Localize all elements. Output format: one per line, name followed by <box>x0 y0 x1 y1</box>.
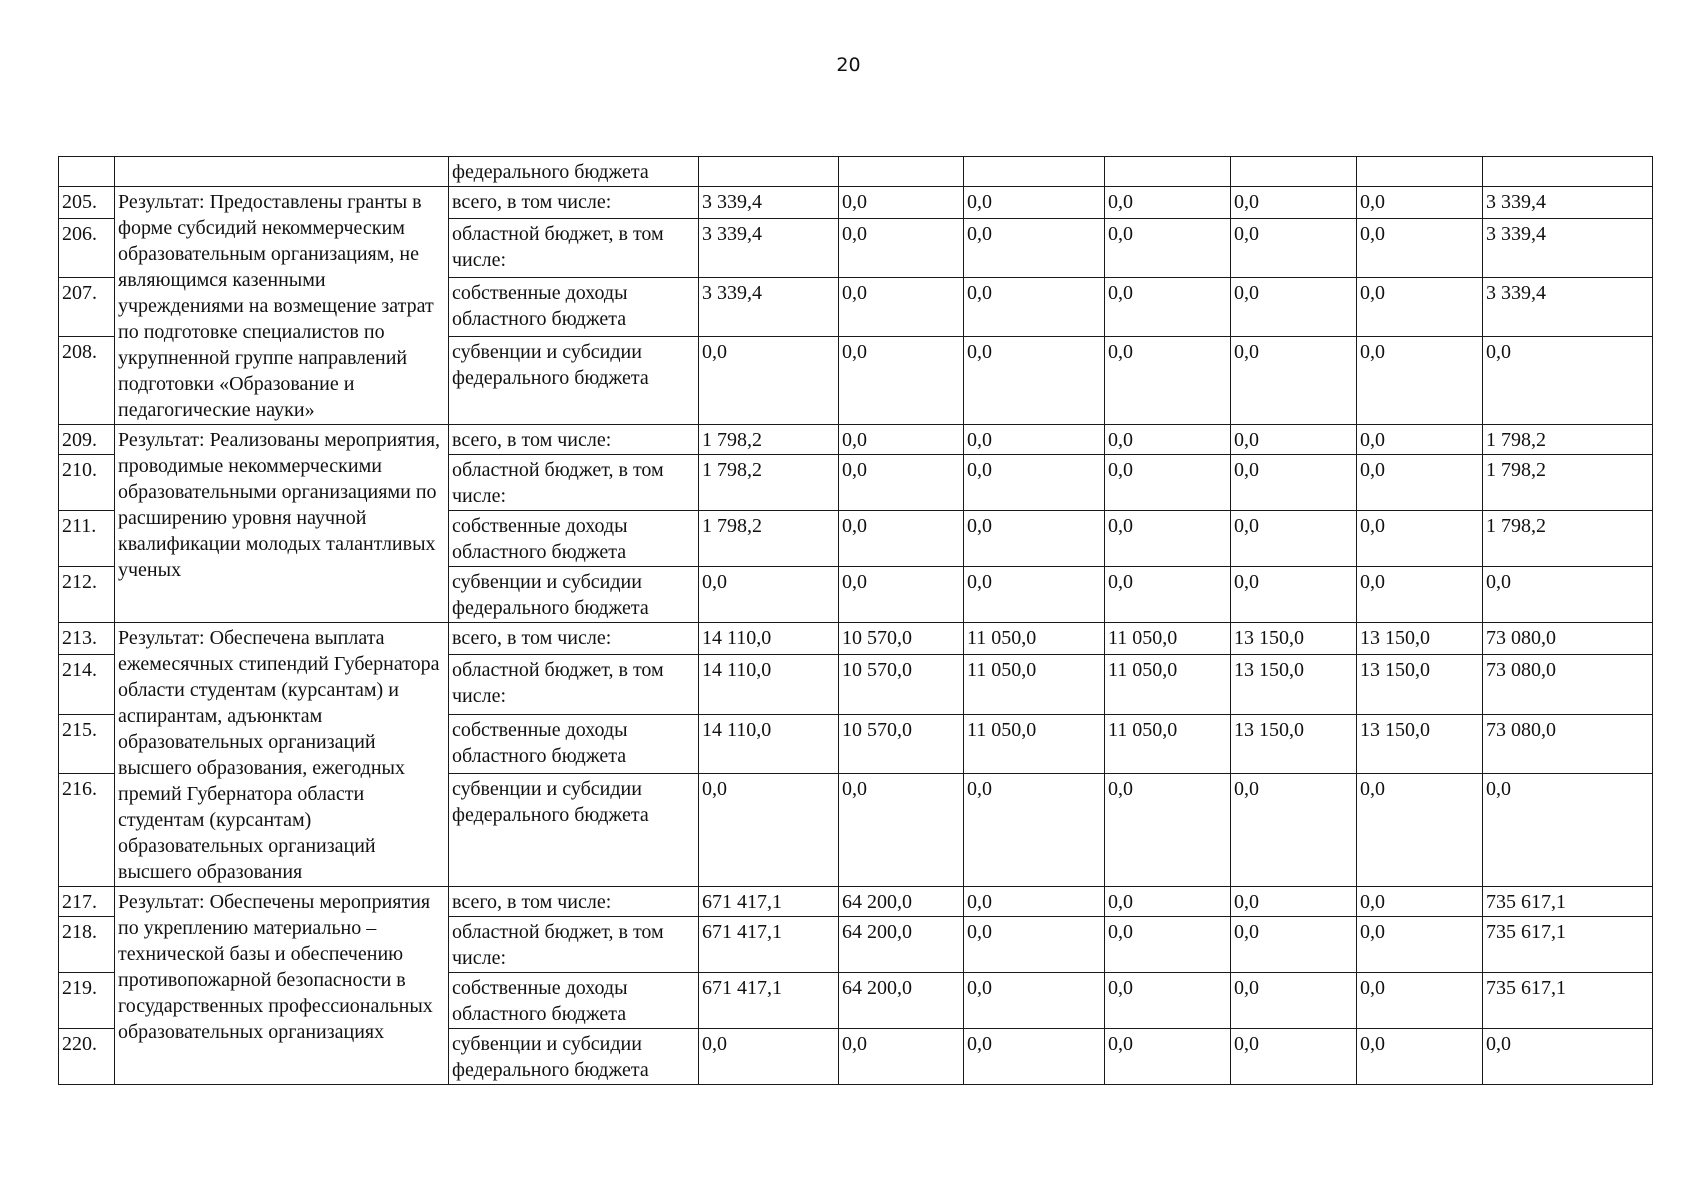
row-number-cell: 211. <box>59 511 115 567</box>
value-cell: 0,0 <box>964 425 1105 455</box>
value-cell: 0,0 <box>1357 917 1483 973</box>
value-cell: 0,0 <box>1231 187 1357 219</box>
table-row-continuation <box>59 157 1653 187</box>
value-cell: 0,0 <box>839 187 964 219</box>
funding-source-cell: собственные доходы областного бюджета <box>449 714 699 774</box>
value-cell: 0,0 <box>839 455 964 511</box>
value-cell: 11 050,0 <box>964 654 1105 714</box>
value-cell: 671 417,1 <box>699 917 839 973</box>
description-cell <box>115 157 449 187</box>
value-cell: 0,0 <box>1357 425 1483 455</box>
funding-source-cell: субвенции и субсидии федерального бюджета <box>449 774 699 887</box>
value-cell: 0,0 <box>839 1029 964 1085</box>
value-cell: 13 150,0 <box>1231 714 1357 774</box>
row-number-cell: 214. <box>59 654 115 714</box>
funding-source-cell: всего, в том числе: <box>449 425 699 455</box>
row-number-cell: 206. <box>59 218 115 277</box>
value-cell: 64 200,0 <box>839 917 964 973</box>
row-number-cell: 219. <box>59 973 115 1029</box>
value-cell: 0,0 <box>839 336 964 424</box>
value-cell: 0,0 <box>1231 1029 1357 1085</box>
value-cell: 0,0 <box>1357 277 1483 336</box>
value-cell: 11 050,0 <box>964 714 1105 774</box>
value-cell: 14 110,0 <box>699 654 839 714</box>
value-cell: 0,0 <box>964 511 1105 567</box>
value-cell: 1 798,2 <box>1483 425 1653 455</box>
value-cell: 0,0 <box>1231 973 1357 1029</box>
value-cell <box>1105 157 1231 187</box>
row-number-cell: 215. <box>59 714 115 774</box>
value-cell: 11 050,0 <box>1105 654 1231 714</box>
value-cell: 10 570,0 <box>839 714 964 774</box>
row-number-cell: 212. <box>59 567 115 623</box>
value-cell: 0,0 <box>1105 277 1231 336</box>
funding-source-cell: собственные доходы областного бюджета <box>449 511 699 567</box>
value-cell: 0,0 <box>839 277 964 336</box>
value-cell: 10 570,0 <box>839 654 964 714</box>
value-cell: 0,0 <box>1105 511 1231 567</box>
funding-source-cell: областной бюджет, в том числе: <box>449 917 699 973</box>
value-cell: 1 798,2 <box>699 425 839 455</box>
value-cell: 0,0 <box>1357 455 1483 511</box>
funding-source-cell: субвенции и субсидии федерального бюджета <box>449 1029 699 1085</box>
value-cell: 0,0 <box>1105 455 1231 511</box>
row-number-cell: 213. <box>59 623 115 655</box>
value-cell: 0,0 <box>1105 887 1231 917</box>
value-cell: 0,0 <box>964 887 1105 917</box>
funding-source-cell: областной бюджет, в том числе: <box>449 455 699 511</box>
value-cell: 0,0 <box>1105 774 1231 887</box>
value-cell: 13 150,0 <box>1357 654 1483 714</box>
value-cell: 3 339,4 <box>1483 187 1653 219</box>
value-cell: 0,0 <box>1105 917 1231 973</box>
row-number-cell: 209. <box>59 425 115 455</box>
result-description-cell: Результат: Обеспечена выплата ежемесячных стипендий Губернатора области студентам (курсантам) и аспирантам, адъюнктам образовательных организаций высшего образования, ежегодных премий Губернатора области студентам (курсантам) образовательных организаций высшего образования <box>115 623 449 887</box>
value-cell: 0,0 <box>1231 567 1357 623</box>
value-cell: 64 200,0 <box>839 973 964 1029</box>
value-cell: 735 617,1 <box>1483 917 1653 973</box>
value-cell: 0,0 <box>699 336 839 424</box>
funding-source-cell: всего, в том числе: <box>449 887 699 917</box>
value-cell: 0,0 <box>839 425 964 455</box>
value-cell: 64 200,0 <box>839 887 964 917</box>
value-cell: 0,0 <box>1231 917 1357 973</box>
value-cell: 0,0 <box>1105 1029 1231 1085</box>
value-cell: 0,0 <box>1357 567 1483 623</box>
budget-table <box>58 156 1653 1085</box>
row-number-cell: 208. <box>59 336 115 424</box>
value-cell: 0,0 <box>1105 567 1231 623</box>
value-cell: 1 798,2 <box>1483 511 1653 567</box>
value-cell <box>1357 157 1483 187</box>
value-cell: 0,0 <box>964 218 1105 277</box>
result-description-cell: Результат: Реализованы мероприятия, проводимые некоммерческими образовательными организациями по расширению уровня научной квалификации молодых талантливых ученых <box>115 425 449 623</box>
value-cell: 0,0 <box>1231 336 1357 424</box>
value-cell <box>1483 157 1653 187</box>
value-cell: 11 050,0 <box>964 623 1105 655</box>
value-cell: 0,0 <box>1357 1029 1483 1085</box>
value-cell: 0,0 <box>699 774 839 887</box>
value-cell: 671 417,1 <box>699 973 839 1029</box>
value-cell: 0,0 <box>964 277 1105 336</box>
value-cell: 0,0 <box>1483 336 1653 424</box>
table-row <box>59 887 1653 917</box>
value-cell: 0,0 <box>1231 218 1357 277</box>
value-cell: 0,0 <box>1105 425 1231 455</box>
value-cell <box>839 157 964 187</box>
value-cell: 13 150,0 <box>1231 623 1357 655</box>
value-cell: 0,0 <box>964 973 1105 1029</box>
value-cell: 10 570,0 <box>839 623 964 655</box>
value-cell: 3 339,4 <box>699 187 839 219</box>
funding-source-cell: областной бюджет, в том числе: <box>449 218 699 277</box>
funding-source-cell: собственные доходы областного бюджета <box>449 973 699 1029</box>
value-cell: 0,0 <box>1357 187 1483 219</box>
value-cell <box>699 157 839 187</box>
funding-source-cell: субвенции и субсидии федерального бюджета <box>449 336 699 424</box>
result-description-cell: Результат: Предоставлены гранты в форме субсидий некоммерческим образовательным организациям, не являющимся казенными учреждениями на возмещение затрат по подготовке специалистов по укрупненной группе направлений подготовки «Образование и педагогические науки» <box>115 187 449 425</box>
value-cell: 73 080,0 <box>1483 654 1653 714</box>
value-cell: 3 339,4 <box>699 277 839 336</box>
value-cell: 0,0 <box>1105 218 1231 277</box>
value-cell: 0,0 <box>839 511 964 567</box>
value-cell: 3 339,4 <box>1483 218 1653 277</box>
value-cell: 0,0 <box>1231 774 1357 887</box>
value-cell: 0,0 <box>1483 567 1653 623</box>
value-cell: 3 339,4 <box>699 218 839 277</box>
value-cell: 0,0 <box>1231 277 1357 336</box>
table-row <box>59 187 1653 219</box>
value-cell: 0,0 <box>964 567 1105 623</box>
value-cell: 735 617,1 <box>1483 973 1653 1029</box>
value-cell: 735 617,1 <box>1483 887 1653 917</box>
value-cell: 671 417,1 <box>699 887 839 917</box>
value-cell: 11 050,0 <box>1105 714 1231 774</box>
value-cell: 73 080,0 <box>1483 623 1653 655</box>
value-cell: 3 339,4 <box>1483 277 1653 336</box>
value-cell: 0,0 <box>1357 336 1483 424</box>
value-cell: 0,0 <box>839 218 964 277</box>
row-number-cell: 217. <box>59 887 115 917</box>
value-cell: 0,0 <box>1231 511 1357 567</box>
value-cell: 0,0 <box>839 567 964 623</box>
row-number-cell: 216. <box>59 774 115 887</box>
value-cell: 1 798,2 <box>699 511 839 567</box>
value-cell: 0,0 <box>1483 774 1653 887</box>
row-number-cell: 220. <box>59 1029 115 1085</box>
value-cell <box>1231 157 1357 187</box>
value-cell: 1 798,2 <box>1483 455 1653 511</box>
value-cell: 13 150,0 <box>1357 623 1483 655</box>
row-number-cell: 210. <box>59 455 115 511</box>
result-description-cell: Результат: Обеспечены мероприятия по укреплению материально – технической базы и обеспечению противопожарной безопасности в государственных профессиональных образовательных организациях <box>115 887 449 1085</box>
value-cell: 0,0 <box>699 1029 839 1085</box>
value-cell: 0,0 <box>964 1029 1105 1085</box>
table-row <box>59 623 1653 655</box>
table-row <box>59 425 1653 455</box>
value-cell: 0,0 <box>1357 511 1483 567</box>
funding-source-cell: собственные доходы областного бюджета <box>449 277 699 336</box>
value-cell: 0,0 <box>1231 425 1357 455</box>
funding-source-cell: федерального бюджета <box>449 157 699 187</box>
value-cell: 14 110,0 <box>699 714 839 774</box>
funding-source-cell: областной бюджет, в том числе: <box>449 654 699 714</box>
value-cell: 0,0 <box>1105 336 1231 424</box>
value-cell: 0,0 <box>964 187 1105 219</box>
value-cell: 0,0 <box>1231 455 1357 511</box>
value-cell: 14 110,0 <box>699 623 839 655</box>
row-number-cell: 207. <box>59 277 115 336</box>
value-cell: 0,0 <box>1357 887 1483 917</box>
value-cell: 13 150,0 <box>1231 654 1357 714</box>
funding-source-cell: всего, в том числе: <box>449 187 699 219</box>
value-cell: 11 050,0 <box>1105 623 1231 655</box>
value-cell: 0,0 <box>964 917 1105 973</box>
value-cell: 0,0 <box>1483 1029 1653 1085</box>
value-cell: 0,0 <box>1357 218 1483 277</box>
value-cell: 1 798,2 <box>699 455 839 511</box>
value-cell: 73 080,0 <box>1483 714 1653 774</box>
funding-source-cell: всего, в том числе: <box>449 623 699 655</box>
page-number: 20 <box>836 54 861 76</box>
value-cell: 13 150,0 <box>1357 714 1483 774</box>
row-number-cell: 205. <box>59 187 115 219</box>
value-cell: 0,0 <box>1231 887 1357 917</box>
value-cell: 0,0 <box>1357 973 1483 1029</box>
value-cell: 0,0 <box>1105 187 1231 219</box>
value-cell: 0,0 <box>1357 774 1483 887</box>
value-cell: 0,0 <box>1105 973 1231 1029</box>
row-number-cell: 218. <box>59 917 115 973</box>
row-number-cell <box>59 157 115 187</box>
value-cell: 0,0 <box>964 455 1105 511</box>
table-body <box>59 157 1653 1085</box>
value-cell: 0,0 <box>964 336 1105 424</box>
value-cell: 0,0 <box>699 567 839 623</box>
funding-source-cell: субвенции и субсидии федерального бюджета <box>449 567 699 623</box>
value-cell <box>964 157 1105 187</box>
value-cell: 0,0 <box>839 774 964 887</box>
value-cell: 0,0 <box>964 774 1105 887</box>
